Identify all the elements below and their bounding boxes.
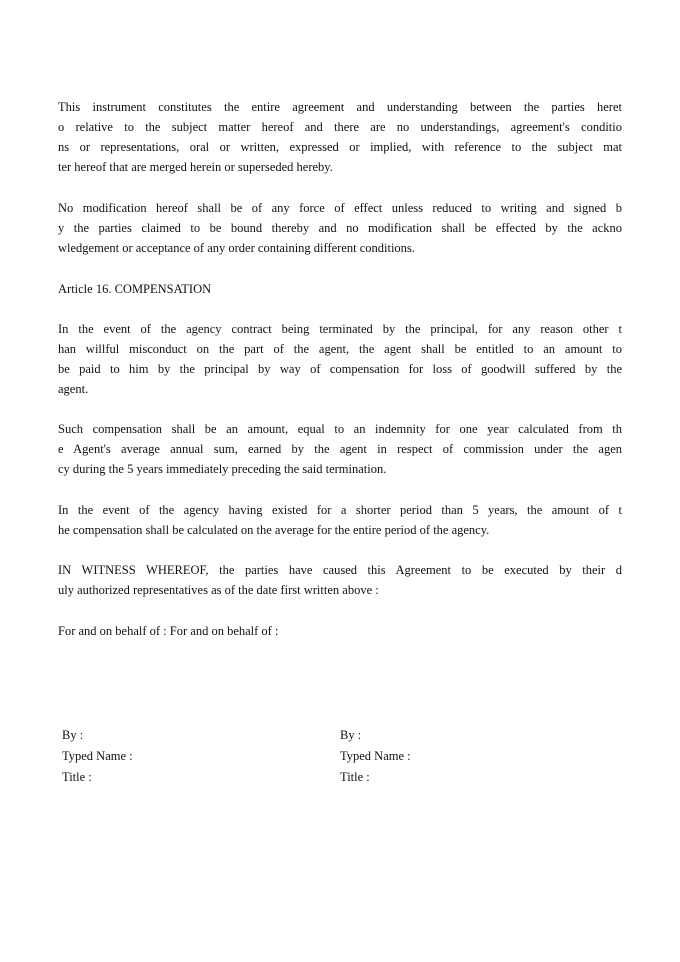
text-line: e Agent's average annual sum, earned by the agent in respect of commission under the agen: [58, 442, 622, 456]
title-label: Title :: [62, 770, 92, 784]
text-line: ns or representations, oral or written, expressed or implied, with reference to the subject mat: [58, 140, 622, 154]
on-behalf-line: For and on behalf of : For and on behalf of :: [58, 624, 279, 638]
typed-name-label: Typed Name :: [62, 749, 133, 763]
article-heading: Article 16. COMPENSATION: [58, 282, 212, 296]
text-line: y the parties claimed to be bound thereby and no modification shall be effected by the ackno: [58, 221, 622, 235]
text-line: In the event of the agency having existed for a shorter period than 5 years, the amount of t: [58, 503, 622, 517]
by-label: By :: [340, 728, 362, 742]
title-label: Title :: [340, 770, 370, 784]
text-line: he compensation shall be calculated on the average for the entire period of the agency.: [58, 523, 490, 537]
text-line: cy during the 5 years immediately preceding the said termination.: [58, 462, 387, 476]
text-line: This instrument constitutes the entire agreement and understanding between the parties heret: [58, 100, 622, 114]
text-line: o relative to the subject matter hereof and there are no understandings, agreement's conditio: [58, 120, 622, 134]
by-label: By :: [62, 728, 84, 742]
text-line: be paid to him by the principal by way of compensation for loss of goodwill suffered by the: [58, 362, 622, 376]
text-line: No modification hereof shall be of any force of effect unless reduced to writing and signed b: [58, 201, 622, 215]
signature-block-left: [62, 725, 133, 788]
typed-name-label: Typed Name :: [340, 749, 411, 763]
signature-block-right: [340, 725, 411, 788]
text-line: Such compensation shall be an amount, equal to an indemnity for one year calculated from th: [58, 422, 622, 436]
text-line: IN WITNESS WHEREOF, the parties have caused this Agreement to be executed by their d: [58, 563, 622, 577]
text-line: han willful misconduct on the part of the agent, the agent shall be entitled to an amount to: [58, 342, 622, 356]
text-line: agent.: [58, 382, 89, 396]
text-line: uly authorized representatives as of the date first written above :: [58, 583, 379, 597]
text-line: wledgement or acceptance of any order containing different conditions.: [58, 241, 415, 255]
text-line: ter hereof that are merged herein or superseded hereby.: [58, 160, 333, 174]
text-line: In the event of the agency contract being terminated by the principal, for any reason other t: [58, 322, 622, 336]
